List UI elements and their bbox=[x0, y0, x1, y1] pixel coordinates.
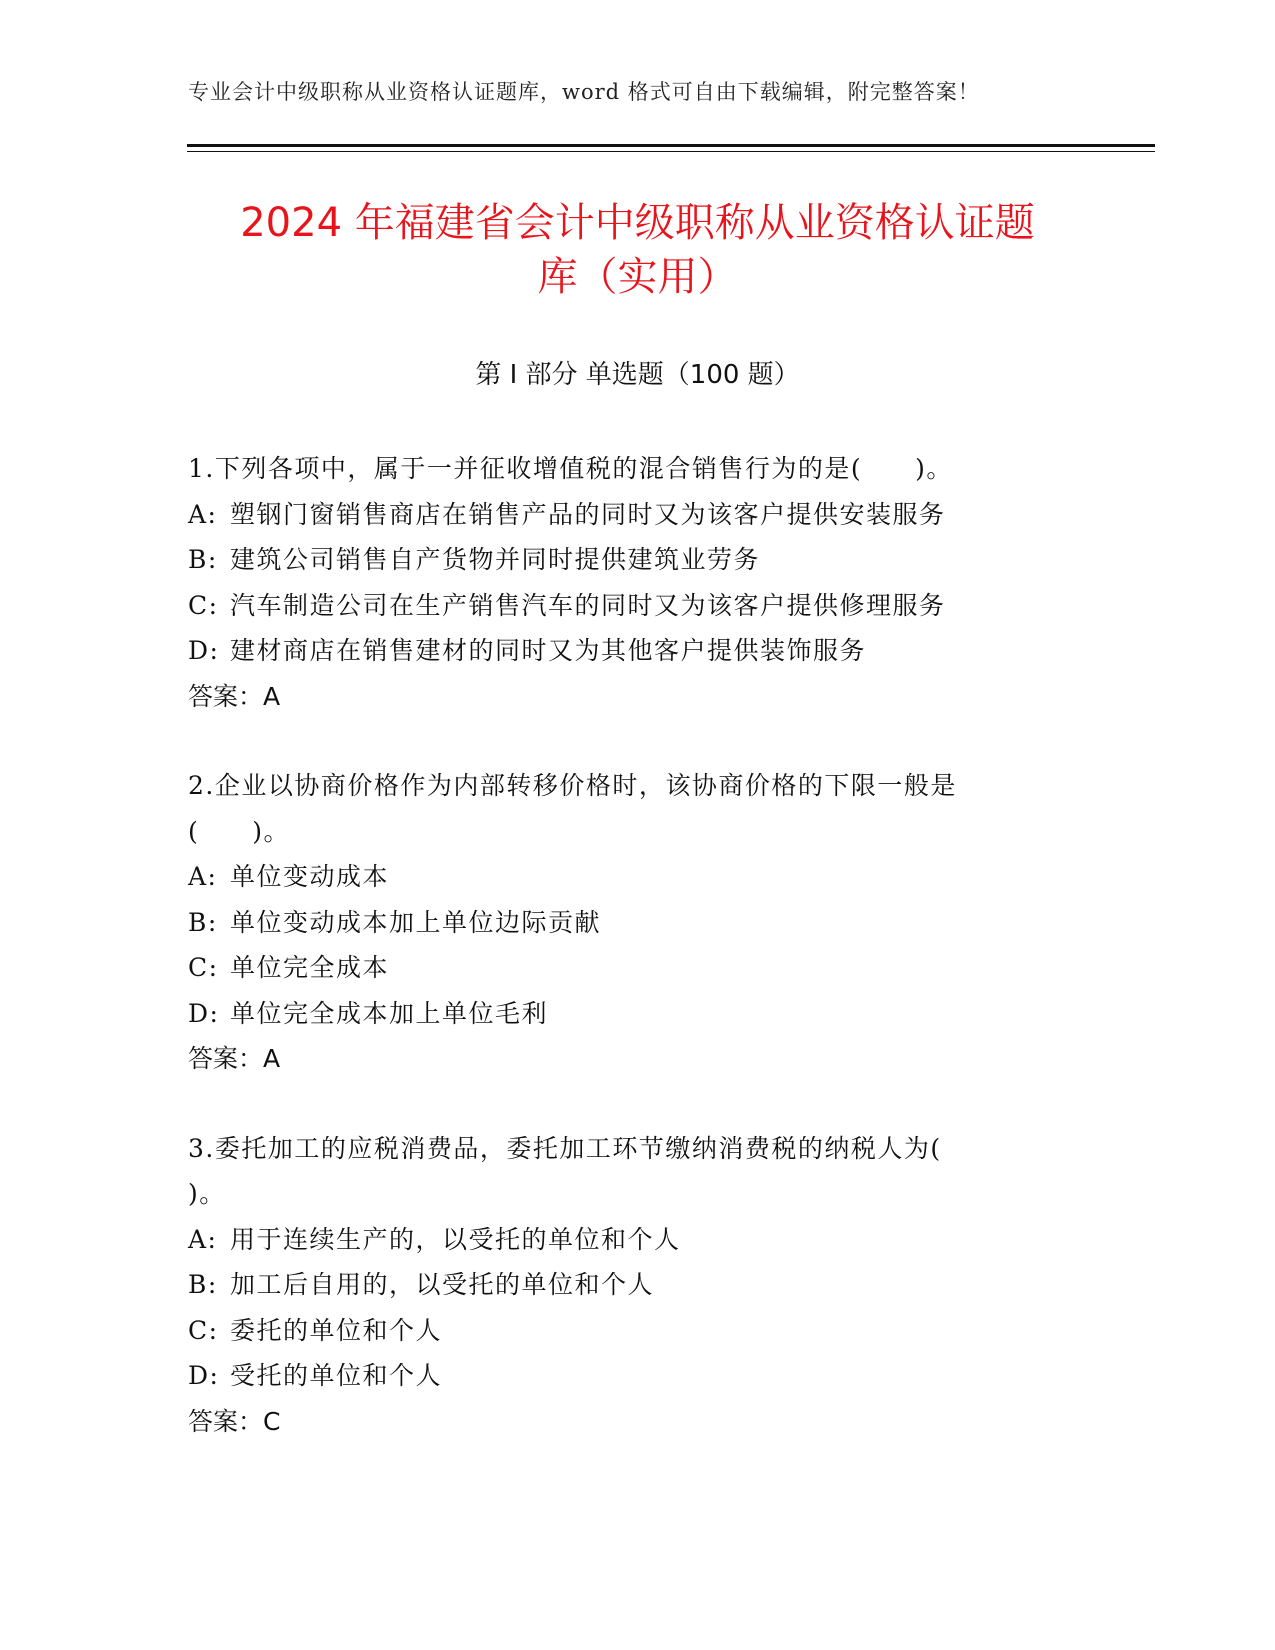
option-a bbox=[188, 1217, 1058, 1263]
question-3 bbox=[188, 1126, 1058, 1445]
question-stem: 2.企业以协商价格作为内部转移价格时，该协商价格的下限一般是 bbox=[188, 771, 957, 800]
question-stem: 3.委托加工的应税消费品，委托加工环节缴纳消费税的纳税人为( bbox=[188, 1133, 942, 1163]
option-letter: B: bbox=[188, 907, 218, 937]
question-stem-cont: )。 bbox=[188, 1179, 226, 1208]
option-text: 单位完全成本 bbox=[230, 953, 390, 982]
option-a bbox=[188, 854, 1058, 900]
question-stem-cont: ( )。 bbox=[188, 816, 291, 846]
option-letter: C: bbox=[188, 590, 219, 620]
question-1 bbox=[188, 446, 1058, 719]
option-letter: D: bbox=[188, 636, 220, 665]
option-letter: A: bbox=[188, 1224, 218, 1254]
option-letter: A: bbox=[188, 499, 218, 529]
option-letter: C: bbox=[188, 1315, 219, 1345]
option-d bbox=[188, 628, 1058, 674]
answer: 答案：A bbox=[188, 681, 281, 711]
option-text: 建材商店在销售建材的同时又为其他客户提供装饰服务 bbox=[230, 636, 867, 665]
option-letter: B: bbox=[188, 1270, 218, 1299]
option-letter: D: bbox=[188, 1361, 220, 1390]
document-title bbox=[150, 196, 1125, 304]
option-c bbox=[188, 945, 1058, 991]
section-title: 第 I 部分 单选题（100 题） bbox=[475, 360, 800, 390]
option-a bbox=[188, 492, 1058, 538]
option-text: 单位变动成本 bbox=[230, 862, 390, 891]
option-text: 汽车制造公司在生产销售汽车的同时又为该客户提供修理服务 bbox=[230, 590, 946, 620]
option-d bbox=[188, 991, 1058, 1037]
question-stem: 1.下列各项中，属于一并征收增值税的混合销售行为的是( )。 bbox=[188, 454, 953, 483]
option-text: 单位完全成本加上单位毛利 bbox=[230, 998, 549, 1028]
option-letter: D: bbox=[188, 998, 220, 1028]
option-text: 建筑公司销售自产货物并同时提供建筑业劳务 bbox=[230, 545, 761, 574]
option-c bbox=[188, 1308, 1058, 1354]
option-text: 受托的单位和个人 bbox=[230, 1361, 443, 1390]
option-text: 塑钢门窗销售商店在销售产品的同时又为该客户提供安装服务 bbox=[230, 499, 946, 529]
option-text: 加工后自用的，以受托的单位和个人 bbox=[230, 1270, 655, 1299]
option-letter: C: bbox=[188, 953, 219, 982]
answer: 答案：C bbox=[188, 1406, 281, 1436]
answer: 答案：A bbox=[188, 1044, 281, 1073]
option-b bbox=[188, 1262, 1058, 1308]
question-2 bbox=[188, 763, 1058, 1082]
title-line-1: 2024 年福建省会计中级职称从业资格认证题 bbox=[240, 200, 1035, 246]
question-list bbox=[188, 446, 1058, 1488]
option-text: 单位变动成本加上单位边际贡献 bbox=[230, 907, 602, 937]
option-d bbox=[188, 1353, 1058, 1399]
header-note: 专业会计中级职称从业资格认证题库，word 格式可自由下载编辑，附完整答案！ bbox=[188, 80, 980, 104]
option-c bbox=[188, 583, 1058, 629]
option-letter: A: bbox=[188, 862, 218, 891]
option-letter: B: bbox=[188, 545, 218, 574]
option-text: 委托的单位和个人 bbox=[230, 1315, 443, 1345]
option-text: 用于连续生产的，以受托的单位和个人 bbox=[230, 1224, 681, 1254]
option-b bbox=[188, 537, 1058, 583]
option-b bbox=[188, 900, 1058, 946]
header-rule-thin bbox=[187, 151, 1155, 152]
header-rule-thick bbox=[187, 144, 1155, 147]
title-line-2: 库（实用） bbox=[537, 254, 738, 300]
